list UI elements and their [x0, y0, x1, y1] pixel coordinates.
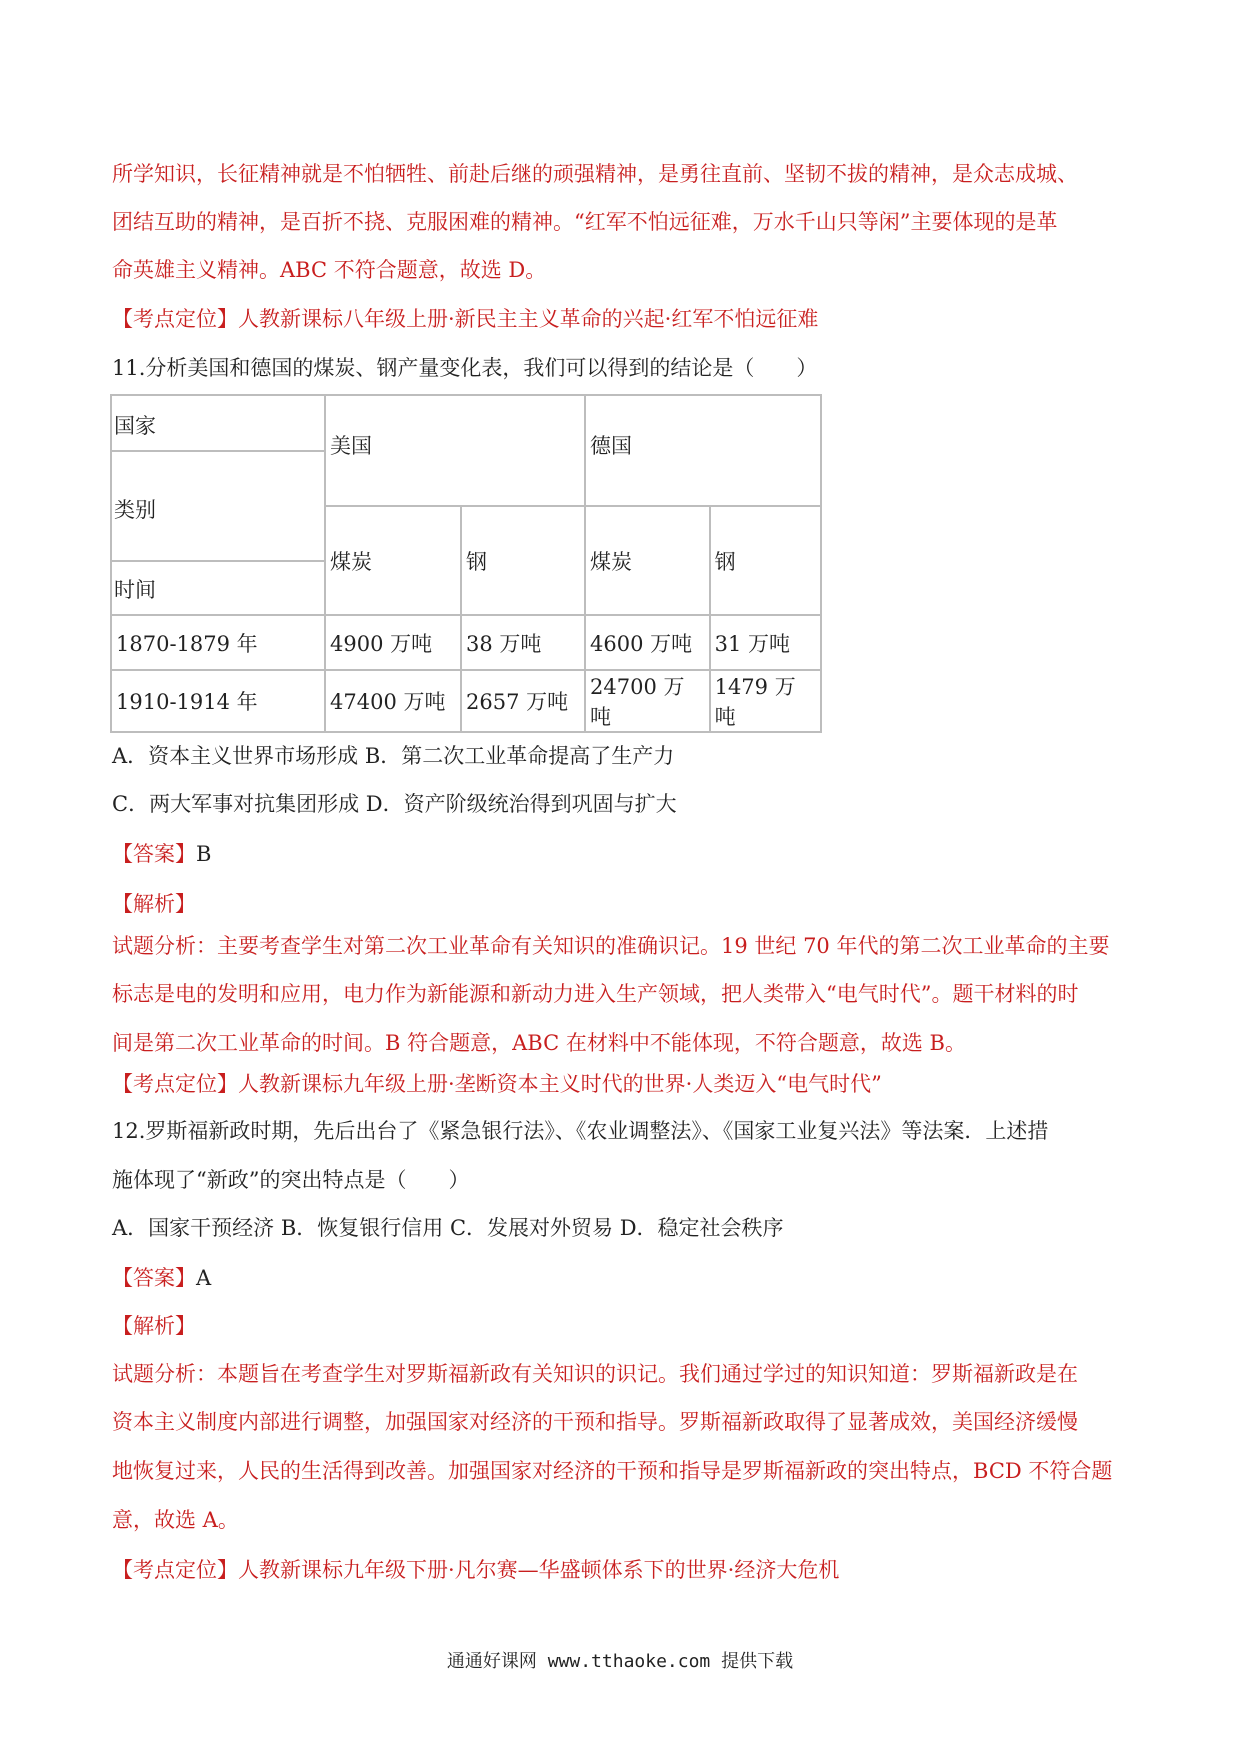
cell-germany-coal: 4600 万吨 — [585, 615, 710, 670]
row-period: 1870-1879 年 — [111, 615, 325, 670]
q12-analysis-label: 【解析】 — [112, 1314, 196, 1338]
table-row — [111, 615, 821, 670]
page-footer: 通通好课网 www.tthaoke.com 提供下载 — [446, 1651, 794, 1672]
cell-germany-steel: 31 万吨 — [710, 615, 821, 670]
q12-stem-line-2: 施体现了“新政”的突出特点是（ ） — [112, 1168, 470, 1192]
header-time: 时间 — [114, 578, 156, 602]
cell-usa-coal: 47400 万吨 — [325, 670, 461, 732]
cell-germany-steel: 1479 万吨 — [710, 670, 821, 732]
q11-analysis-line-3: 间是第二次工业革命的时间。B 符合题意，ABC 在材料中不能体现，不符合题意，故选 B。 — [112, 1031, 966, 1055]
header-category: 类别 — [114, 498, 156, 522]
cell-usa-steel: 2657 万吨 — [461, 670, 585, 732]
cell-usa-coal: 4900 万吨 — [325, 615, 461, 670]
subheader-germany-coal: 煤炭 — [585, 506, 710, 615]
q12-analysis-line-1: 试题分析：本题旨在考查学生对罗斯福新政有关知识的识记。我们通过学过的知识知道：罗斯福新政是在 — [112, 1362, 1078, 1386]
q11-options-line-1: A．资本主义世界市场形成 B．第二次工业革命提高了生产力 — [112, 744, 675, 768]
q12-stem-line-1: 12.罗斯福新政时期，先后出台了《紧急银行法》、《农业调整法》、《国家工业复兴法》等法案．上述措 — [112, 1119, 1049, 1143]
point-text: 人教新课标九年级下册·凡尔赛—华盛顿体系下的世界·经济大危机 — [238, 1558, 840, 1582]
q11-answer — [112, 840, 211, 868]
production-table — [110, 394, 822, 733]
q12-analysis-line-4: 意，故选 A。 — [112, 1508, 239, 1532]
country-germany: 德国 — [585, 395, 821, 506]
point-text: 人教新课标九年级上册·垄断资本主义时代的世界·人类迈入“电气时代” — [238, 1072, 882, 1096]
header-country: 国家 — [114, 414, 156, 438]
q12-point-location — [112, 1556, 839, 1584]
prev-analysis-line-1: 所学知识，长征精神就是不怕牺牲、前赴后继的顽强精神，是勇往直前、坚韧不拔的精神，是众志成城、 — [112, 162, 1078, 186]
q12-answer — [112, 1264, 211, 1292]
country-usa: 美国 — [325, 395, 585, 506]
subheader-germany-steel: 钢 — [710, 506, 821, 615]
subheader-usa-steel: 钢 — [461, 506, 585, 615]
header-divider-2 — [112, 560, 324, 562]
subheader-usa-coal: 煤炭 — [325, 506, 461, 615]
q11-options-line-2: C．两大军事对抗集团形成 D．资产阶级统治得到巩固与扩大 — [112, 792, 677, 816]
point-text: 人教新课标八年级上册·新民主主义革命的兴起·红军不怕远征难 — [238, 307, 819, 331]
point-label: 【考点定位】 — [112, 307, 238, 331]
point-label: 【考点定位】 — [112, 1558, 238, 1582]
answer-label: 【答案】 — [112, 1266, 196, 1290]
prev-analysis-line-3: 命英雄主义精神。ABC 不符合题意，故选 D。 — [112, 258, 547, 282]
q11-stem: 11.分析美国和德国的煤炭、钢产量变化表，我们可以得到的结论是（ ） — [112, 356, 818, 380]
prev-analysis-line-2: 团结互助的精神，是百折不挠、克服困难的精神。“红军不怕远征难，万水千山只等闲”主要体现的是革 — [112, 210, 1058, 234]
q11-analysis-line-2: 标志是电的发明和应用，电力作为新能源和新动力进入生产领域，把人类带入“电气时代”。题干材料的时 — [112, 982, 1079, 1006]
point-label: 【考点定位】 — [112, 1072, 238, 1096]
q12-options: A．国家干预经济 B．恢复银行信用 C．发展对外贸易 D．稳定社会秩序 — [112, 1216, 784, 1240]
table-header-diagonal — [111, 395, 325, 615]
cell-germany-coal: 24700 万吨 — [585, 670, 710, 732]
prev-point-location — [112, 305, 818, 333]
q11-analysis-line-1: 试题分析：主要考查学生对第二次工业革命有关知识的准确识记。19 世纪 70 年代的第二次工业革命的主要 — [112, 934, 1110, 958]
answer-label: 【答案】 — [112, 842, 196, 866]
answer-value: B — [196, 842, 212, 866]
q12-analysis-line-3: 地恢复过来，人民的生活得到改善。加强国家对经济的干预和指导是罗斯福新政的突出特点，BCD 不符合题 — [112, 1459, 1113, 1483]
cell-usa-steel: 38 万吨 — [461, 615, 585, 670]
q11-analysis-label: 【解析】 — [112, 892, 196, 916]
row-period: 1910-1914 年 — [111, 670, 325, 732]
table-row — [111, 670, 821, 732]
answer-value: A — [196, 1266, 212, 1290]
q11-point-location — [112, 1070, 882, 1098]
q12-analysis-line-2: 资本主义制度内部进行调整，加强国家对经济的干预和指导。罗斯福新政取得了显著成效，美国经济缓慢 — [112, 1410, 1078, 1434]
header-divider-1 — [112, 450, 324, 452]
